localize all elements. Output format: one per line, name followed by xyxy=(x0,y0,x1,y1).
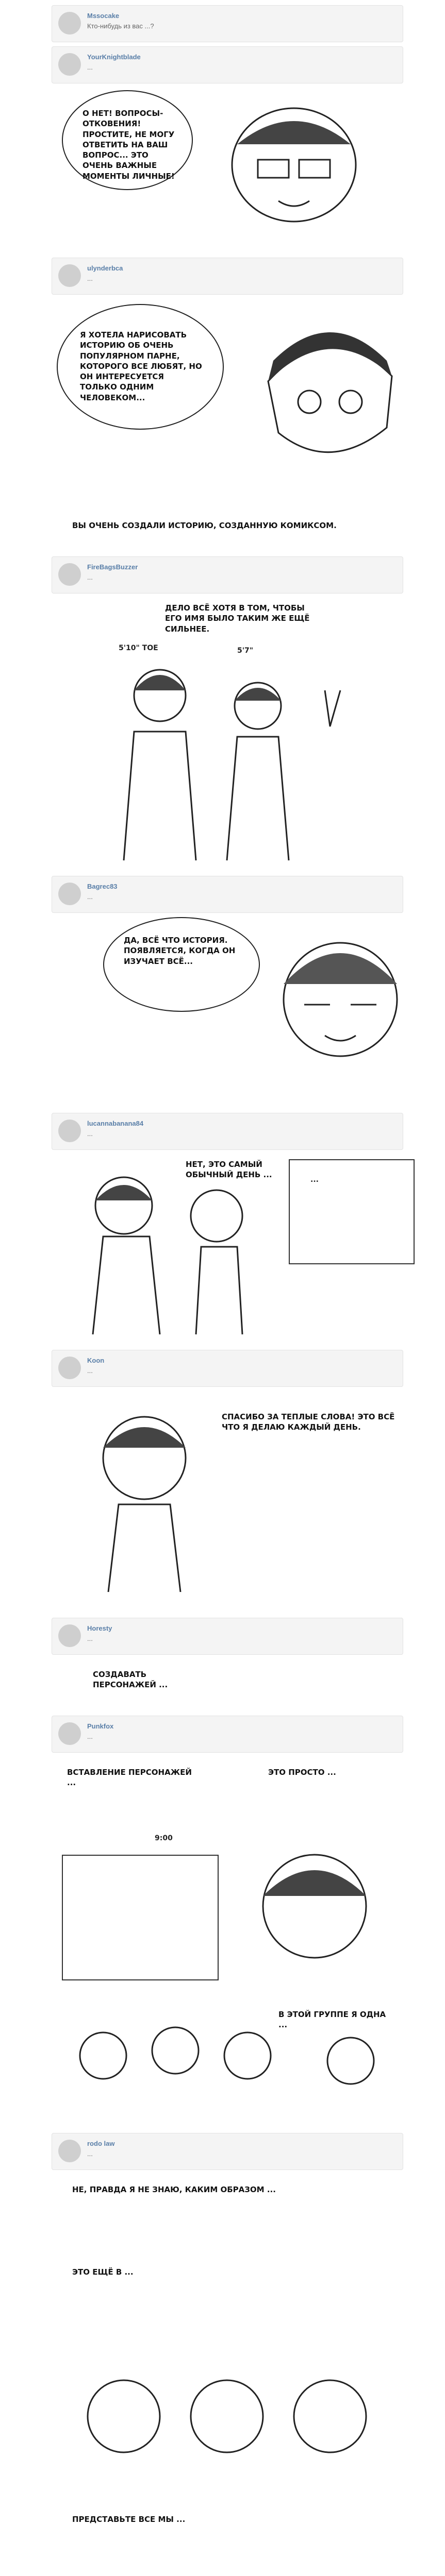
comic-art xyxy=(237,299,423,495)
question-card xyxy=(52,1618,403,1655)
question-text: ... xyxy=(87,1635,93,1642)
shop-sign: ... xyxy=(310,1176,319,1184)
question-card xyxy=(52,2133,403,2170)
question-text: ... xyxy=(87,893,93,901)
height-label: 5'7" xyxy=(237,647,254,655)
avatar[interactable] xyxy=(58,53,81,76)
section-7 xyxy=(0,1618,445,2133)
answer-paragraph: ПРЕДСТАВЬТЕ ВСЕ МЫ ... xyxy=(72,2515,186,2524)
question-text: ... xyxy=(87,1733,93,1740)
username[interactable]: Koon xyxy=(87,1357,105,1364)
answer-text: ДЕЛО ВСЁ ХОТЯ В ТОМ, ЧТОБЫ ЕГО ИМЯ БЫЛО ТАКИМ ЖЕ ЕЩЁ СИЛЬНЕЕ. xyxy=(165,603,310,634)
section-6 xyxy=(0,1350,445,1618)
answer-text: ДА, ВСЁ ЧТО ИСТОРИЯ. ПОЯВЛЯЕТСЯ, КОГДА ОН ИЗУЧАЕТ ВСЁ... xyxy=(124,936,236,966)
answer-paragraph: НЕ, ПРАВДА Я НЕ ЗНАЮ, КАКИМ ОБРАЗОМ ... xyxy=(72,2185,276,2194)
answer-text: ВСТАВЛЕНИЕ ПЕРСОНАЖЕЙ ... xyxy=(67,1768,192,1788)
comic-art xyxy=(83,659,361,866)
section-3 xyxy=(0,515,445,876)
question-card xyxy=(52,1350,403,1387)
question-text: ... xyxy=(87,1367,93,1375)
answer-text: Я ХОТЕЛА НАРИСОВАТЬ ИСТОРИЮ ОБ ОЧЕНЬ ПОПУЛЯРНОМ ПАРНЕ, КОТОРОГО ВСЕ ЛЮБЯТ, НО ОН ИНТЕРЕСУЕТСЯ ТОЛЬКО ОДНИМ ЧЕЛОВЕКОМ... xyxy=(80,330,202,402)
answer-paragraph: ЭТО ЕЩЁ В ... xyxy=(72,2267,134,2277)
section-4 xyxy=(0,876,445,1113)
question-card xyxy=(52,876,403,913)
avatar[interactable] xyxy=(58,563,81,586)
avatar[interactable] xyxy=(58,2140,81,2162)
avatar[interactable] xyxy=(58,12,81,35)
comic-art xyxy=(222,1834,407,1999)
question-card xyxy=(52,1716,403,1753)
comic-art xyxy=(258,912,423,1097)
comic-art xyxy=(72,2349,382,2504)
section-8 xyxy=(0,2133,445,2576)
answer-text: НЕТ, ЭТО САМЫЙ ОБЫЧНЫЙ ДЕНЬ ... xyxy=(186,1160,272,1180)
username[interactable]: Horesty xyxy=(87,1624,112,1632)
time-label: 9:00 xyxy=(155,1834,173,1842)
room-panel xyxy=(62,1855,219,1980)
shop-panel xyxy=(289,1159,415,1264)
answer-text: О НЕТ! ВОПРОСЫ-ОТКОВЕНИЯ! ПРОСТИТЕ, НЕ МОГУ ОТВЕТИТЬ НА ВАШ ВОПРОС... ЭТО ОЧЕНЬ ВАЖНЫЕ МОМЕНТЫ ЛИЧНЫЕ! xyxy=(83,109,175,181)
avatar[interactable] xyxy=(58,1722,81,1745)
height-label: 5'10" ТОЕ xyxy=(119,644,158,652)
username[interactable]: Bagrec83 xyxy=(87,883,118,890)
comic-art xyxy=(201,88,407,232)
answer-text: СОЗДАВАТЬ ПЕРСОНАЖЕЙ ... xyxy=(93,1670,168,1690)
avatar[interactable] xyxy=(58,1357,81,1379)
answer-text: ЭТО ПРОСТО ... xyxy=(268,1768,336,1777)
username[interactable]: YourKnightblade xyxy=(87,53,141,61)
username[interactable]: ulynderbca xyxy=(87,264,123,272)
comic-art xyxy=(62,1999,392,2123)
question-card xyxy=(52,258,403,295)
avatar[interactable] xyxy=(58,264,81,287)
question-text: ... xyxy=(87,275,93,282)
avatar[interactable] xyxy=(58,1120,81,1142)
avatar[interactable] xyxy=(58,1624,81,1647)
username[interactable]: FireBagsBuzzer xyxy=(87,563,138,571)
answer-text: ВЫ ОЧЕНЬ СОЗДАЛИ ИСТОРИЮ, СОЗДАННУЮ КОМИКСОМ. xyxy=(72,521,337,530)
question-text: Кто-нибудь из вас ...? xyxy=(87,22,154,30)
answer-text: СПАСИБО ЗА ТЕПЛЫЕ СЛОВА! ЭТО ВСЁ ЧТО Я ДЕЛАЮ КАЖДЫЙ ДЕНЬ. xyxy=(222,1412,395,1432)
comic-art xyxy=(62,1164,278,1340)
answer-text: В ЭТОЙ ГРУППЕ Я ОДНА ... xyxy=(278,2010,386,2030)
question-card xyxy=(52,5,403,42)
question-text: ... xyxy=(87,1130,93,1138)
question-text: ... xyxy=(87,63,93,71)
question-text: ... xyxy=(87,573,93,581)
section-1 xyxy=(0,0,445,258)
question-card xyxy=(52,556,403,594)
username[interactable]: rodo law xyxy=(87,2140,115,2147)
section-5 xyxy=(0,1113,445,1350)
username[interactable]: lucannabanana84 xyxy=(87,1120,144,1127)
avatar[interactable] xyxy=(58,883,81,905)
question-card xyxy=(52,1113,403,1150)
username[interactable]: Punkfox xyxy=(87,1722,114,1730)
question-card xyxy=(52,46,403,83)
section-2 xyxy=(0,258,445,515)
comic-art xyxy=(67,1396,222,1602)
username[interactable]: Mssocake xyxy=(87,12,120,20)
question-text: ... xyxy=(87,2150,93,2158)
